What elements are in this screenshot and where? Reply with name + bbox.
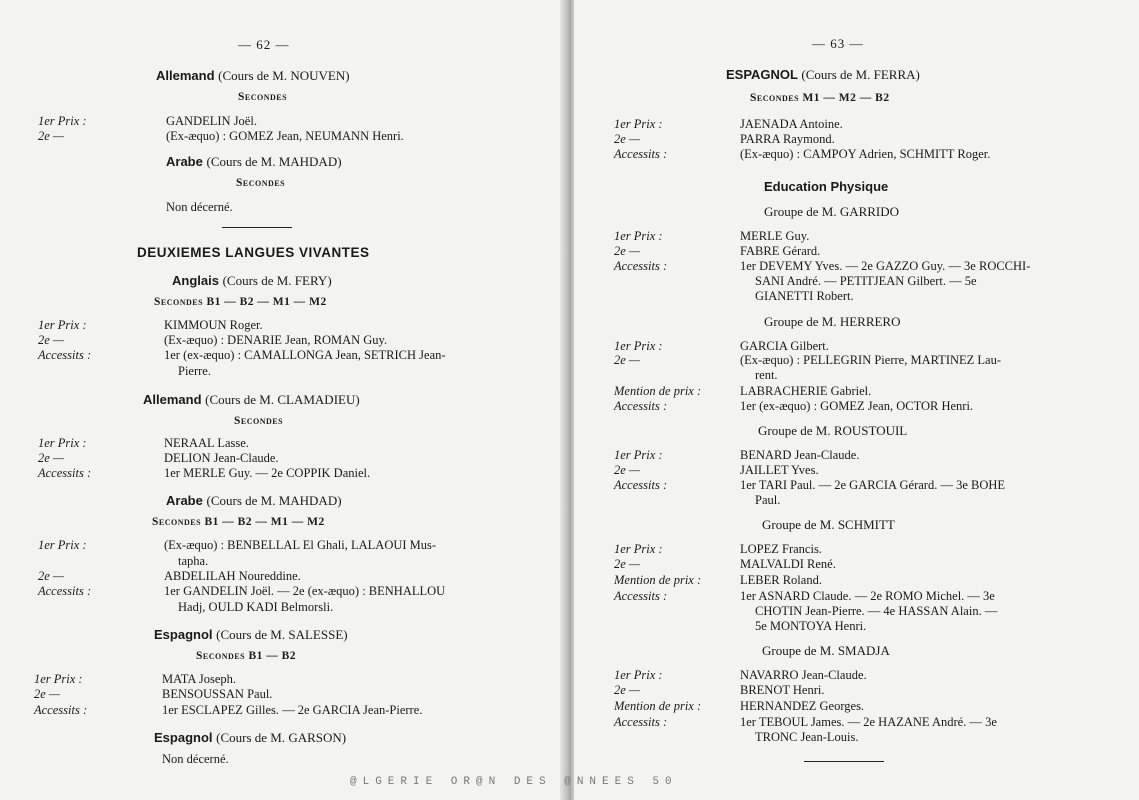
accessits-continuation: GIANETTI Robert. bbox=[755, 289, 854, 303]
prize-label: 2e — bbox=[614, 244, 641, 258]
class-subheading: Secondes B1 — B2 — M1 — M2 bbox=[152, 516, 325, 528]
prize-winner: (Ex-æquo) : PELLEGRIN Pierre, MARTINEZ Lau- bbox=[740, 353, 1001, 367]
prize-label: 1er Prix : bbox=[38, 436, 87, 450]
prize-label: 1er Prix : bbox=[614, 448, 663, 462]
prize-label: 1er Prix : bbox=[38, 318, 87, 332]
group-heading: Groupe de M. HERRERO bbox=[764, 314, 901, 329]
prize-label: 1er Prix : bbox=[614, 668, 663, 682]
prize-label: 1er Prix : bbox=[614, 229, 663, 243]
prize-winner: NERAAL Lasse. bbox=[164, 436, 249, 450]
prize-label: 2e — bbox=[34, 687, 61, 701]
accessits-label: Accessits : bbox=[34, 703, 88, 717]
section-heading: Allemand (Cours de M. CLAMADIEU) bbox=[143, 392, 360, 407]
prize-winner: MERLE Guy. bbox=[740, 229, 810, 243]
accessits-text: 1er (ex-æquo) : GOMEZ Jean, OCTOR Henri. bbox=[740, 399, 974, 413]
accessits-text: 1er MERLE Guy. — 2e COPPIK Daniel. bbox=[164, 466, 371, 480]
prize-winner: (Ex-æquo) : GOMEZ Jean, NEUMANN Henri. bbox=[166, 129, 404, 143]
accessits-label: Accessits : bbox=[614, 589, 668, 603]
divider bbox=[804, 761, 884, 762]
prize-label: 2e — bbox=[38, 569, 65, 583]
watermark: @LGERIE OR@N DES @NNEES 50 bbox=[350, 776, 678, 788]
group-heading: Groupe de M. SMADJA bbox=[762, 643, 890, 658]
accessits-label: Accessits : bbox=[38, 348, 92, 362]
accessits-text: 1er GANDELIN Joël. — 2e (ex-æquo) : BENHALLOU bbox=[164, 584, 446, 598]
prize-label: 2e — bbox=[614, 132, 641, 146]
prize-winner: MATA Joseph. bbox=[162, 672, 237, 686]
prize-label: 1er Prix : bbox=[614, 339, 663, 353]
section-heading: Espagnol (Cours de M. SALESSE) bbox=[154, 627, 348, 642]
section-heading: Espagnol (Cours de M. GARSON) bbox=[154, 730, 347, 745]
mention-label: Mention de prix : bbox=[614, 384, 702, 398]
accessits-text: 1er DEVEMY Yves. — 2e GAZZO Guy. — 3e ROCCHI- bbox=[740, 259, 1031, 273]
accessits-label: Accessits : bbox=[614, 715, 668, 729]
main-heading: Education Physique bbox=[764, 179, 889, 194]
prize-winner: GARCIA Gilbert. bbox=[740, 339, 829, 353]
accessits-text: 1er ESCLAPEZ Gilles. — 2e GARCIA Jean-Pierre. bbox=[162, 703, 423, 717]
not-awarded-text: Non décerné. bbox=[162, 752, 229, 766]
prize-label: 1er Prix : bbox=[614, 117, 663, 131]
divider bbox=[222, 227, 292, 228]
class-subheading: Secondes B1 — B2 bbox=[196, 650, 297, 662]
accessits-label: Accessits : bbox=[614, 399, 668, 413]
accessits-continuation: TRONC Jean-Louis. bbox=[755, 730, 859, 744]
not-awarded-text: Non décerné. bbox=[166, 200, 233, 214]
page-number: — 62 — bbox=[238, 37, 290, 52]
accessits-text: 1er ASNARD Claude. — 2e ROMO Michel. — 3e bbox=[740, 589, 995, 603]
accessits-text: (Ex-æquo) : CAMPOY Adrien, SCHMITT Roger. bbox=[740, 147, 991, 161]
accessits-label: Accessits : bbox=[614, 478, 668, 492]
section-heading: ESPAGNOL (Cours de M. FERRA) bbox=[726, 67, 920, 82]
accessits-continuation: CHOTIN Jean-Pierre. — 4e HASSAN Alain. — bbox=[755, 604, 998, 618]
prize-label: 1er Prix : bbox=[38, 538, 87, 552]
prize-label: 1er Prix : bbox=[38, 114, 87, 128]
accessits-continuation: 5e MONTOYA Henri. bbox=[755, 619, 867, 633]
prize-continuation: rent. bbox=[755, 368, 778, 382]
class-subheading: Secondes M1 — M2 — B2 bbox=[750, 92, 890, 104]
prize-winner: DELION Jean-Claude. bbox=[164, 451, 279, 465]
prize-label: 1er Prix : bbox=[614, 542, 663, 556]
accessits-label: Accessits : bbox=[38, 466, 92, 480]
accessits-continuation: Paul. bbox=[755, 493, 781, 507]
accessits-continuation: Hadj, OULD KADI Belmorsli. bbox=[178, 600, 334, 614]
prize-winner: BRENOT Henri. bbox=[740, 683, 825, 697]
prize-winner: NAVARRO Jean-Claude. bbox=[740, 668, 867, 682]
prize-label: 1er Prix : bbox=[34, 672, 83, 686]
accessits-label: Accessits : bbox=[614, 147, 668, 161]
prize-label: 2e — bbox=[38, 451, 65, 465]
section-heading: Arabe (Cours de M. MAHDAD) bbox=[166, 493, 342, 508]
prize-label: 2e — bbox=[614, 463, 641, 477]
prize-winner: LOPEZ Francis. bbox=[740, 542, 822, 556]
prize-winner: ABDELILAH Noureddine. bbox=[164, 569, 301, 583]
prize-label: 2e — bbox=[614, 353, 641, 367]
group-heading: Groupe de M. SCHMITT bbox=[762, 517, 895, 532]
prize-label: 2e — bbox=[38, 333, 65, 347]
prize-winner: JAILLET Yves. bbox=[740, 463, 819, 477]
prize-winner: BENARD Jean-Claude. bbox=[740, 448, 860, 462]
prize-winner: KIMMOUN Roger. bbox=[164, 318, 263, 332]
prize-winner: PARRA Raymond. bbox=[740, 132, 835, 146]
page-62 bbox=[0, 0, 566, 800]
page-63 bbox=[574, 0, 1139, 800]
prize-winner: GANDELIN Joël. bbox=[166, 114, 257, 128]
accessits-continuation: SANI André. — PETITJEAN Gilbert. — 5e bbox=[755, 274, 977, 288]
prize-label: 2e — bbox=[614, 557, 641, 571]
class-subheading: Secondes bbox=[238, 91, 288, 103]
prize-winner: BENSOUSSAN Paul. bbox=[162, 687, 273, 701]
mention-winner: LEBER Roland. bbox=[740, 573, 822, 587]
prize-winner: (Ex-æquo) : DENARIE Jean, ROMAN Guy. bbox=[164, 333, 388, 347]
class-subheading: Secondes bbox=[236, 177, 286, 189]
accessits-label: Accessits : bbox=[38, 584, 92, 598]
mention-label: Mention de prix : bbox=[614, 699, 702, 713]
prize-continuation: tapha. bbox=[178, 554, 209, 568]
class-subheading: Secondes bbox=[234, 415, 284, 427]
accessits-continuation: Pierre. bbox=[178, 364, 211, 378]
mention-winner: HERNANDEZ Georges. bbox=[740, 699, 865, 713]
prize-winner: JAENADA Antoine. bbox=[740, 117, 843, 131]
accessits-text: 1er TARI Paul. — 2e GARCIA Gérard. — 3e BOHE bbox=[740, 478, 1006, 492]
group-heading: Groupe de M. GARRIDO bbox=[764, 204, 900, 219]
prize-winner: (Ex-æquo) : BENBELLAL El Ghali, LALAOUI Mus- bbox=[164, 538, 437, 552]
accessits-text: 1er (ex-æquo) : CAMALLONGA Jean, SETRICH Jean- bbox=[164, 348, 446, 362]
section-heading: Allemand (Cours de M. NOUVEN) bbox=[156, 68, 350, 83]
accessits-label: Accessits : bbox=[614, 259, 668, 273]
prize-label: 2e — bbox=[614, 683, 641, 697]
main-heading: DEUXIEMES LANGUES VIVANTES bbox=[137, 245, 370, 260]
accessits-text: 1er TEBOUL James. — 2e HAZANE André. — 3e bbox=[740, 715, 997, 729]
group-heading: Groupe de M. ROUSTOUIL bbox=[758, 423, 908, 438]
page-number: — 63 — bbox=[812, 36, 864, 51]
section-heading: Anglais (Cours de M. FERY) bbox=[172, 273, 332, 288]
prize-winner: MALVALDI René. bbox=[740, 557, 836, 571]
mention-label: Mention de prix : bbox=[614, 573, 702, 587]
class-subheading: Secondes B1 — B2 — M1 — M2 bbox=[154, 296, 327, 308]
prize-label: 2e — bbox=[38, 129, 65, 143]
mention-winner: LABRACHERIE Gabriel. bbox=[740, 384, 872, 398]
prize-winner: FABRE Gérard. bbox=[740, 244, 821, 258]
section-heading: Arabe (Cours de M. MAHDAD) bbox=[166, 154, 342, 169]
